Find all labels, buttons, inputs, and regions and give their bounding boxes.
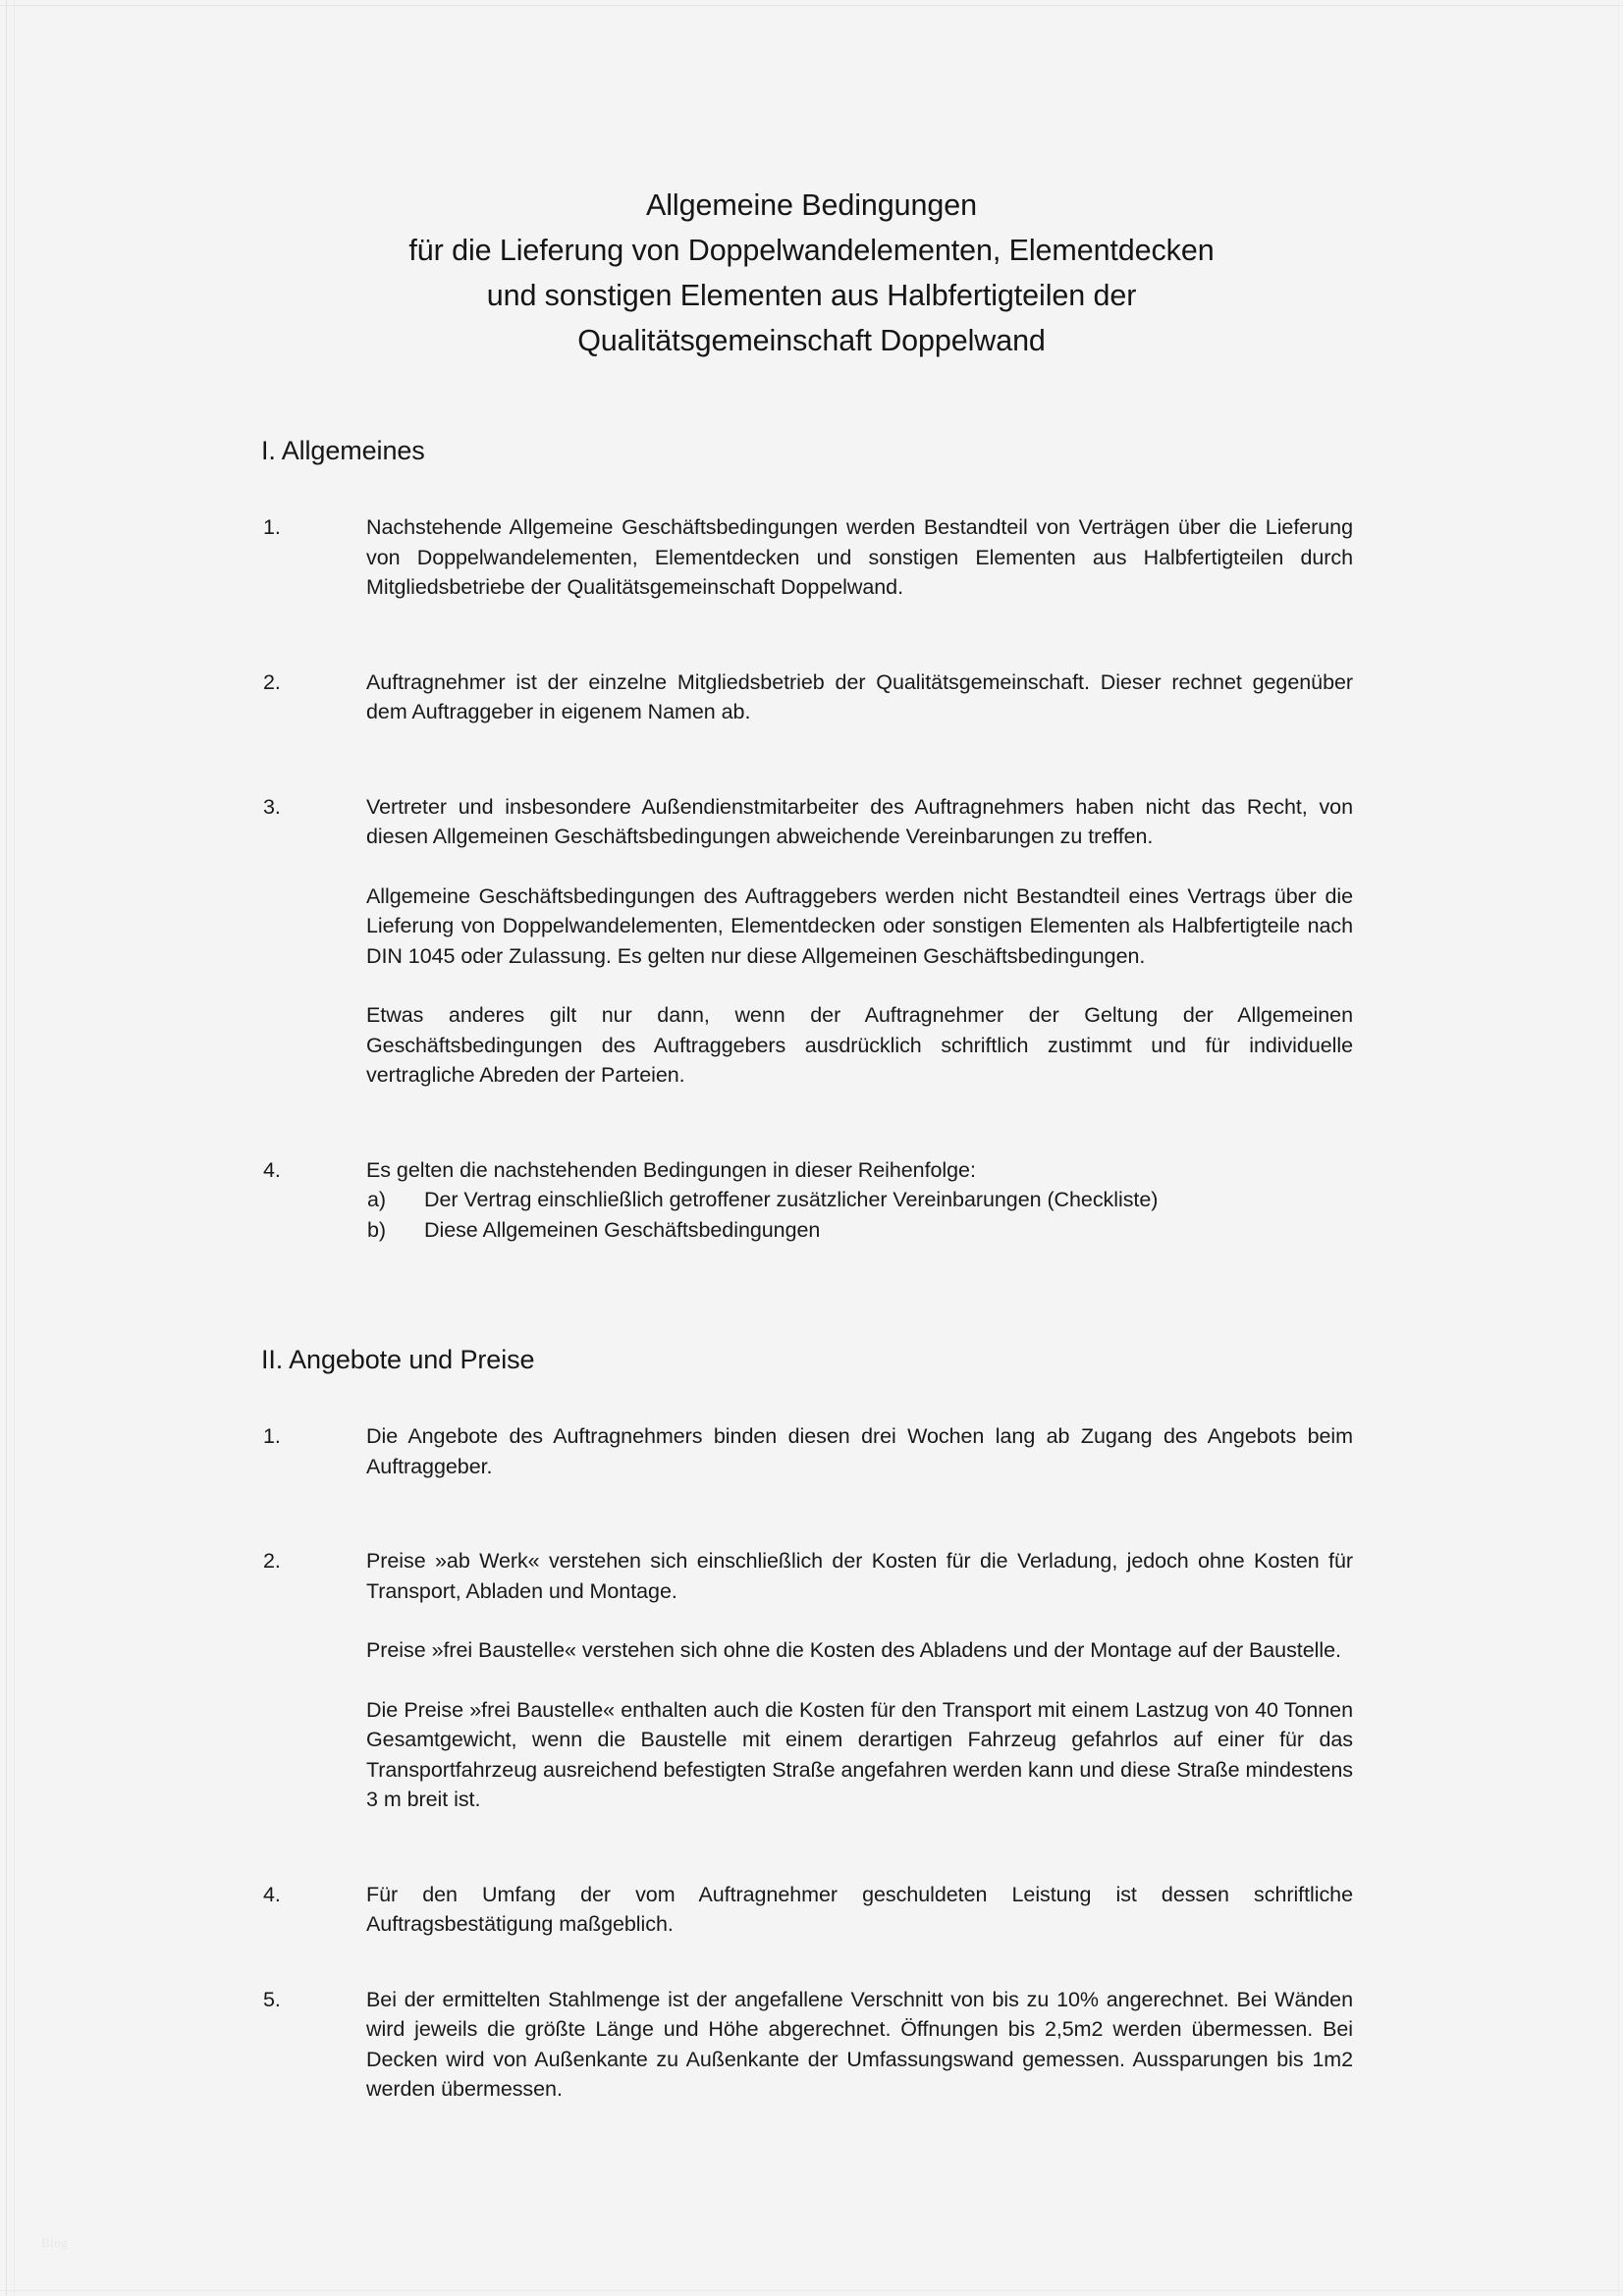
item-number: 5. [263,1987,281,2011]
item-number: 1. [263,1424,281,1448]
spacer [0,1481,1623,1546]
item-paragraph: Die Preise »frei Baustelle« enthalten auch die Kosten für den Transport mit einem Lastzug von 40 Tonnen Gesamtgewicht, wenn die Baustelle mit einem derartigen Fahrzeug gefahrlos auf einer für das Transportfahrzeug ausreichend befestigten Straße angefahren werden kann und diese Straße mindestens 3 m breit ist. [366,1697,1353,1811]
document-title-line-3: und sonstigen Elementen aus Halbfertigteilen der [486,279,1137,312]
item-paragraph: Preise »frei Baustelle« verstehen sich ohne die Kosten des Abladens und der Montage auf der Baustelle. [366,1638,1341,1662]
item-paragraph: Es gelten die nachstehenden Bedingungen in dieser Reihenfolge: [366,1157,976,1182]
item-paragraph: Vertreter und insbesondere Außendienstmitarbeiter des Auftragnehmers haben nicht das Recht, von diesen Allgemeinen Geschäftsbedingungen abweichende Vereinbarungen zu treffen. [366,794,1353,848]
sublist-marker: b) [367,1217,387,1242]
item-paragraph: Preise »ab Werk« verstehen sich einschließlich der Kosten für die Verladung, jedoch ohne Kosten für Transport, Abladen und Montage. [366,1549,1353,1603]
sublist-text: Diese Allgemeinen Geschäftsbedingungen [424,1217,821,1242]
item-paragraph: Die Angebote des Auftragnehmers binden diesen drei Wochen lang ab Zugang des Angebots beim Auftraggeber. [366,1424,1353,1478]
item-number: 4. [263,1157,281,1182]
list-item [0,1546,1623,1815]
list-item [0,1185,1623,1215]
spacer [0,603,1623,667]
item-paragraph: Für den Umfang der vom Auftragnehmer geschuldeten Leistung ist dessen schriftliche Auftragsbestätigung maßgeblich. [366,1882,1353,1936]
page-watermark: Blog [41,2235,69,2250]
item-paragraph: Allgemeine Geschäftsbedingungen des Auftraggebers werden nicht Bestandteil eines Vertrags über die Lieferung von Doppelwandelementen, Elementdecken oder sonstigen Elementen als Halbfertigteile nach DIN 1045 oder Zulassung. Es gelten nur diese Allgemeinen Geschäftsbedingungen. [366,883,1353,968]
document-title-line-4: Qualitätsgemeinschaft Doppelwand [577,324,1046,357]
spacer [0,1815,1623,1880]
list-item [0,1421,1623,1481]
spacer [0,1376,1623,1421]
document-title-line-2: für die Lieferung von Doppelwandelementen, Elementdecken [408,234,1215,267]
item-paragraph: Bei der ermittelten Stahlmenge ist der angefallene Verschnitt von bis zu 10% angerechnet. Bei Wänden wird jeweils die größte Länge und Höhe abgerechnet. Öffnungen bis 2,5m2 werden übermessen. Bei Decken wird von Außenkante zu Außenkante der Umfassungswand gemessen. Aussparungen bis 1m2 werden übermessen. [366,1987,1353,2101]
lettered-sublist [0,1185,1623,1245]
sublist-marker: a) [367,1188,387,1211]
section-heading-allgemeines: I. Allgemeines [261,436,425,465]
spacer [0,467,1623,512]
item-number: 3. [263,794,281,819]
item-paragraph: Nachstehende Allgemeine Geschäftsbedingungen werden Bestandteil von Verträgen über die Lieferung von Doppelwandelementen, Elementdecken und sonstigen Elementen aus Halbfertigteilen durch Mitgliedsbetriebe der Qualitätsgemeinschaft Doppelwand. [366,515,1353,599]
list-item [0,1155,1623,1186]
document-title-line-1: Allgemeine Bedingungen [646,188,977,222]
item-paragraph: Etwas anderes gilt nur dann, wenn der Auftragnehmer der Geltung der Allgemeinen Geschäftsbedingungen des Auftraggebers ausdrücklich schriftlich zustimmt und für individuelle vertragliche Abreden der Parteien. [366,1003,1353,1087]
list-item [0,667,1623,727]
item-number: 2. [263,1549,281,1573]
item-number: 2. [263,669,281,694]
list-item [0,512,1623,603]
section-heading-angebote-und-preise: II. Angebote und Preise [261,1345,535,1374]
list-item [0,792,1623,1091]
document-title [0,0,1623,363]
spacer [0,1091,1623,1155]
list-item [0,1880,1623,1940]
item-paragraph: Auftragnehmer ist der einzelne Mitgliedsbetrieb der Qualitätsgemeinschaft. Dieser rechnet gegenüber dem Auftraggeber in eigenem Namen ab. [366,669,1353,723]
page-border-bottom [0,2290,1623,2291]
spacer [0,1940,1623,1985]
item-number: 4. [263,1882,281,1906]
list-item [0,1985,1623,2105]
sublist-text: Der Vertrag einschließlich getroffener zusätzlicher Vereinbarungen (Checkliste) [424,1188,1159,1211]
spacer [0,727,1623,792]
item-number: 1. [263,515,281,539]
list-item [0,1215,1623,1246]
